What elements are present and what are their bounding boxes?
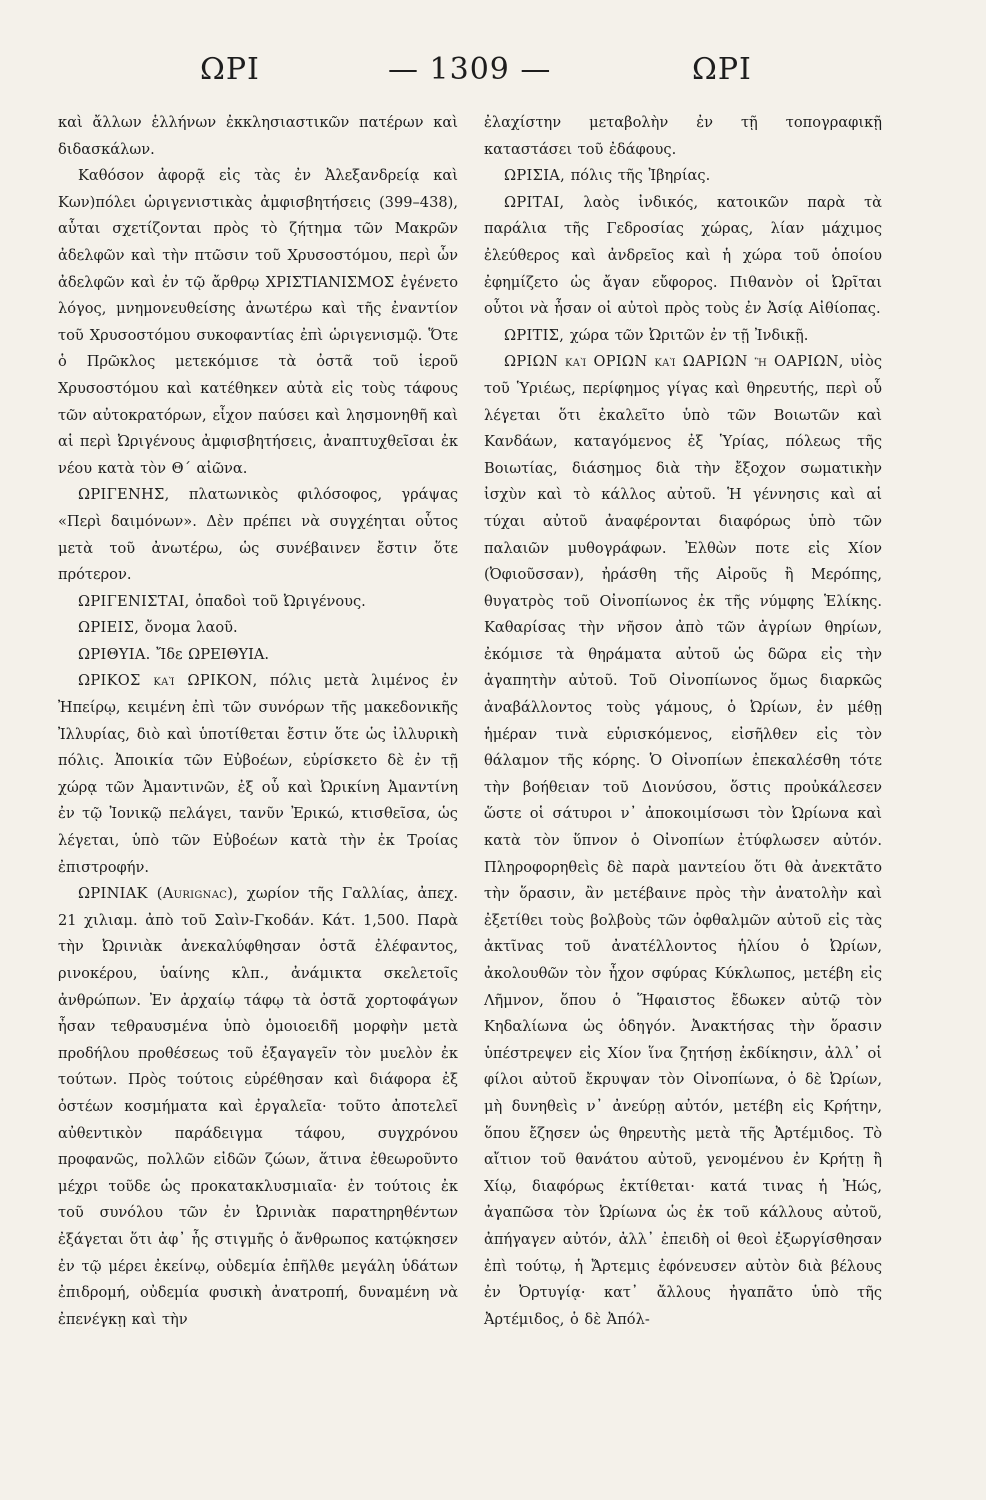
entry-headword: ΩΡΙΓΕΝΗΣ,	[78, 486, 170, 504]
entry-text: πλατωνικὸς φιλόσοφος, γράψας «Περὶ δαιμόνων». Δὲν πρέπει νὰ συγχέηται οὗτος μετὰ τοῦ ἀνωτέρω, ὡς συνέβαινεν ἔστιν ὅτε πρότερον.	[58, 486, 458, 584]
continued-text: καὶ ἄλλων ἑλλήνων ἐκκλησιαστικῶν πατέρων καὶ διδασκάλων.	[58, 114, 458, 158]
entry-headword: ΩΡΙΚΟΣ καὶ ΩΡΙΚΟΝ,	[78, 672, 258, 690]
dictionary-entry	[484, 163, 882, 190]
entry-text: υἱὸς τοῦ Ὑριέως, περίφημος γίγας καὶ θηρευτής, περὶ οὗ λέγεται ὅτι ἐκαλεῖτο ὑπὸ τῶν Βοιωτῶν καὶ Κανδάων, καταγόμενος ἐξ Ὑρίας, πόλεως τῆς Βοιωτίας, διάσημος διὰ τὴν ἔξοχον σωματικὴν ἰσχὺν καὶ τὸ κάλλος αὐτοῦ. Ἡ γέννησις καὶ αἱ τύχαι αὐτοῦ ἀναφέρονται διαφόρως ὑπὸ τῶν παλαιῶν μυθογράφων. Ἐλθὼν ποτε εἰς Χίον (Ὀφιοῦσσαν), ἠράσθη τῆς Αἰροῦς ἢ Μερόπης, θυγατρὸς τοῦ Οἰνοπίωνος ἐκ τῆς νύμφης Ἑλίκης. Καθαρίσας τὴν νῆσον ἀπὸ τῶν ἀγρίων θηρίων, ἐκόμισε τὰ θηράματα αὐτοῦ ὡς δῶρα εἰς τὴν ἀγαπητὴν αὐτοῦ. Τοῦ Οἰνοπίωνος ὅμως διαρκῶς ἀναβάλλοντος τοὺς γάμους, ὁ Ὠρίων, ἐν μέθῃ ἡμέραν τινὰ εὑρισκόμενος, εἰσῆλθεν εἰς τὸν θάλαμον τῆς κόρης. Ὁ Οἰνοπίων ἐπεκαλέσθη τότε τὴν βοήθειαν τοῦ Διονύσου, ὅστις προὐκάλεσεν ὥστε οἱ σάτυροι ν᾽ ἀποκοιμίσωσι τὸν Ὠρίωνα καὶ κατὰ τὸν ὕπνον ὁ Οἰνοπίων ἐτύφλωσεν αὐτόν. Πληροφορηθεὶς δὲ παρὰ μαντείου ὅτι θὰ ἀνεκτᾶτο τὴν ὅρασιν, ἂν μετέβαινε πρὸς τὴν ἀνατολὴν καὶ ἐξετίθει τοὺς βολβοὺς τῶν ὀφθαλμῶν αὐτοῦ εἰς τὰς ἀκτῖνας τοῦ ἀνατέλλοντος ἡλίου ὁ Ὠρίων, ἀκολουθῶν τὸν ἦχον σφύρας Κύκλωπος, μετέβη εἰς Λῆμνον, ὅπου ὁ Ἥφαιστος ἔδωκεν αὐτῷ τὸν Κηδαλίωνα ὡς ὁδηγόν. Ἀνακτήσας τὴν ὅρασιν ὑπέστρεψεν εἰς Χίον ἵνα ζητήσῃ ἐκδίκησιν, ἀλλ᾽ οἱ φίλοι αὐτοῦ ἔκρυψαν τὸν Οἰνοπίωνα, ὁ δὲ Ὠρίων, μὴ δυνηθεὶς ν᾽ ἀνεύρῃ αὐτόν, μετέβη εἰς Κρήτην, ὅπου ἔζησεν ὡς θηρευτὴς μετὰ τῆς Ἀρτέμιδος. Τὸ αἴτιον τοῦ θανάτου αὐτοῦ, γενομένου ἐν Κρήτῃ ἢ Χίῳ, διαφόρως ἐκτίθεται· κατά τινας ἡ Ἠώς, ἀγαπῶσα τὸν Ὠρίωνα ὡς ἐκ τοῦ κάλλους αὐτοῦ, ἀπήγαγεν αὐτόν, ἀλλ᾽ ἐπειδὴ οἱ θεοὶ ἐξωργίσθησαν ἐπὶ τούτῳ, ἡ Ἄρτεμις ἐφόνευσεν αὐτὸν διὰ βέλους ἐν Ὀρτυγίᾳ· κατ᾽ ἄλλους ἠγαπᾶτο ὑπὸ τῆς Ἀρτέμιδος, ὁ δὲ Ἀπόλ-	[484, 353, 882, 1328]
entry-headword: ΩΡΙΓΕΝΙΣΤΑΙ,	[78, 592, 190, 610]
entry-headword: ΩΡΙΘΥΙΑ.	[78, 645, 151, 663]
running-head-left: ΩΡΙ	[200, 52, 260, 87]
entry-text: χώρα τῶν Ὠριτῶν ἐν τῇ Ἰνδικῇ.	[564, 326, 809, 344]
entry-text: πόλις μετὰ λιμένος ἐν Ἠπείρῳ, κειμένη ἐπὶ τῶν συνόρων τῆς μακεδονικῆς Ἰλλυρίας, διὸ καὶ ὑποτίθεται ἔστιν ὅτε ὡς ἰλλυρικὴ πόλις. Ἀποικία τῶν Εὐβοέων, εὑρίσκετο δὲ ἐν τῇ χώρᾳ τῶν Ἀμαντινῶν, ἐξ οὗ καὶ Ὠρικίνη Ἀμαντίνη ἐν τῷ Ἰονικῷ πελάγει, τανῦν Ἐρικώ, κτισθεῖσα, ὡς λέγεται, ὑπὸ τῶν Εὐβοέων κατὰ τὴν ἐκ Τροίας ἐπιστροφήν.	[58, 672, 458, 876]
entry-text: χωρίον τῆς Γαλλίας, ἀπεχ. 21 χιλιαμ. ἀπὸ τοῦ Σαὶν-Γκοδάν. Κάτ. 1,500. Παρὰ τὴν Ὠρινιὰκ ἀνεκαλύφθησαν ὀστᾶ ἐλέφαντος, ρινοκέρου, ὑαίνης κλπ., ἀνάμικτα σκελετοῖς ἀνθρώπων. Ἐν ἀρχαίῳ τάφῳ τὰ ὀστᾶ χορτοφάγων ἦσαν τεθραυσμένα ὑπὸ ὁμοιοειδῆ μορφὴν μετὰ προδήλου προθέσεως τοῦ ἐξαγαγεῖν τὸν μυελὸν ἐκ τούτων. Πρὸς τούτοις εὑρέθησαν καὶ διάφορα ἐξ ὀστέων κοσμήματα καὶ ἐργαλεῖα· τοῦτο ἀποτελεῖ αὐθεντικὸν παράδειγμα τάφου, συγχρόνου προφανῶς, πολλῶν εἰδῶν ζώων, ἅτινα ἐθεωροῦντο μέχρι τοῦδε ὡς προκατακλυσμιαῖα· ἐν τούτοις ἐκ τοῦ συνόλου τῶν ἐν Ὠρινιὰκ παρατηρηθέντων ἐξάγεται ὅτι ἀφ᾽ ἧς στιγμῆς ὁ ἄνθρωπος κατῴκησεν ἐν τῷ μέρει ἐκείνῳ, οὐδεμία ἐπῆλθε μεγάλη ὑδάτων ἐπιδρομή, οὐδεμία φυσικὴ ἀνατροπή, δυναμένη νὰ ἐπενέγκῃ καὶ τὴν	[58, 885, 459, 1328]
right-column	[484, 110, 882, 1333]
entry-text: πόλις τῆς Ἰβηρίας.	[565, 167, 711, 185]
entry-headword: ΩΡΙΤΑΙ,	[504, 193, 565, 211]
entry-headword: ΩΡΙΝΙΑΚ (Aurignac),	[78, 885, 239, 903]
entry-headword: ΩΡΙΤΙΣ,	[504, 326, 565, 344]
continued-text: ἐλαχίστην μεταβολὴν ἐν τῇ τοπογραφικῇ καταστάσει τοῦ ἐδάφους.	[484, 114, 882, 158]
page-header	[0, 52, 986, 102]
dictionary-entry	[58, 668, 458, 881]
entry-text: λαὸς ἰνδικός, κατοικῶν παρὰ τὰ παράλια τῆς Γεδροσίας χώρας, λίαν μάχιμος ἐλεύθερος καὶ ἀνδρεῖος καὶ ἡ χώρα τοῦ ὁποίου ἐφημίζετο ὡς ἄγαν εὔφορος. Πιθανὸν οἱ Ὠρῖται οὗτοι νὰ ἦσαν οἱ αὐτοὶ πρὸς τοὺς ἐν Ἀσίᾳ Αἰθίοπας.	[484, 193, 882, 318]
page-number: — 1309 —	[388, 52, 552, 87]
entry-headword: ΩΡΙΕΙΣ,	[78, 619, 140, 637]
dictionary-entry	[484, 190, 882, 323]
entry-text: ὄνομα λαοῦ.	[139, 619, 238, 637]
dictionary-entry	[484, 349, 882, 1333]
dictionary-entry	[58, 642, 458, 669]
dictionary-entry	[58, 881, 458, 1333]
entry-text: Ἴδε ΩΡΕΙΘΥΙΑ.	[150, 645, 270, 663]
paragraph: Καθόσον ἀφορᾷ εἰς τὰς ἐν Ἀλεξανδρείᾳ καὶ Κων)πόλει ὡριγενιστικὰς ἀμφισβητήσεις (399–438), αὗται σχετίζονται πρὸς τὸ ζήτημα τῶν Μακρῶν ἀδελφῶν καὶ τὴν πτῶσιν τοῦ Χρυσοστόμου, περὶ ὧν ἀδελφῶν καὶ ἐν τῷ ἄρθρῳ ΧΡΙΣΤΙΑΝΙΣΜΟΣ ἐγένετο λόγος, μνημονευθείσης ἀνωτέρω καὶ τῆς ἐναντίον τοῦ Χρυσοστόμου συκοφαντίας ἐπὶ ὡριγενισμῷ. Ὅτε ὁ Πρῶκλος μετεκόμισε τὰ ὀστᾶ τοῦ ἱεροῦ Χρυσοστόμου καὶ κατέθηκεν αὐτὰ εἰς τοὺς τάφους τῶν αὐτοκρατόρων, εἶχον παύσει καὶ λησμονηθῆ καὶ αἱ περὶ Ὠριγένους ἀμφισβητήσεις, ἀναπτυχθεῖσαι ἐκ νέου κατὰ τὸν Θ΄ αἰῶνα.	[58, 167, 458, 477]
entry-headword: ΩΡΙΣΙΑ,	[504, 167, 566, 185]
dictionary-entry	[58, 615, 458, 642]
dictionary-entry	[484, 323, 882, 350]
entry-headword: ΩΡΙΩΝ καὶ ΟΡΙΩΝ καὶ ΩΑΡΙΩΝ ἢ ΟΑΡΙΩΝ,	[504, 353, 844, 371]
entry-text: ὀπαδοὶ τοῦ Ὠριγένους.	[189, 592, 366, 610]
running-head-right: ΩΡΙ	[692, 52, 752, 87]
dictionary-entry	[58, 589, 458, 616]
dictionary-entry	[58, 482, 458, 588]
left-column	[58, 110, 458, 1333]
